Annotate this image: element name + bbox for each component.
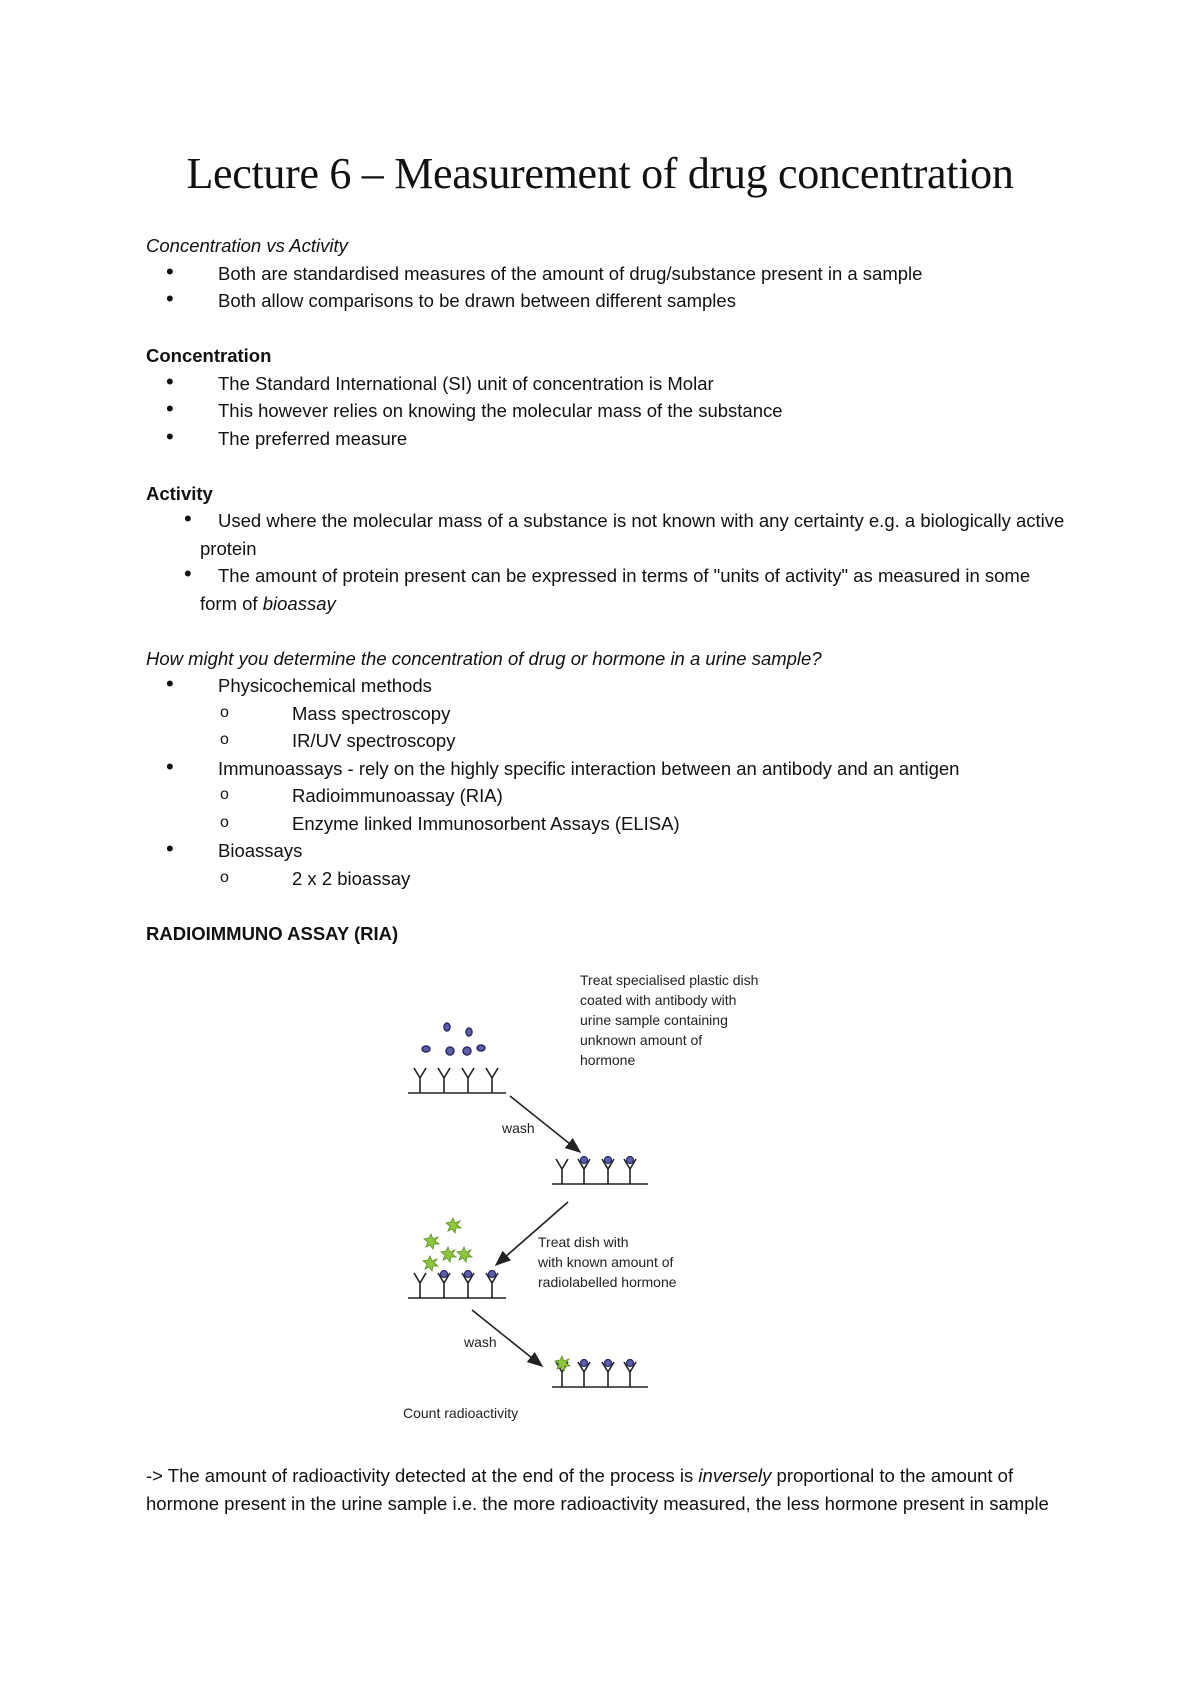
hormone-molecule (466, 1028, 472, 1036)
radiolabel-star (446, 1218, 461, 1233)
antibody (486, 1068, 498, 1093)
methods-question: How might you determine the concentration of drug or hormone in a urine sample? (146, 647, 822, 669)
concentration-heading: Concentration (146, 345, 272, 366)
antibody (556, 1159, 568, 1184)
hormone-molecule (422, 1046, 430, 1052)
list-item (146, 562, 1066, 617)
radiolabel-star (457, 1247, 472, 1262)
radiolabel-star (424, 1234, 439, 1249)
concentration-list (146, 370, 1066, 453)
hormone-molecule (465, 1271, 472, 1278)
ria-heading: RADIOIMMUNO ASSAY (RIA) (146, 922, 399, 944)
step2-label-line: radiolabelled hormone (538, 1274, 677, 1290)
ria-diagram (400, 960, 820, 1426)
sub-list-item: o Radioimmunoassay (RIA) (146, 782, 1066, 810)
list-item-text: The amount of protein present can be expressed in terms of "units of activity" as measured in some form of (200, 565, 1031, 614)
ria-conclusion (146, 1462, 1066, 1517)
list-item: • The preferred measure (146, 425, 1066, 453)
bioassay-term: bioassay (262, 592, 336, 614)
hormone-molecule (489, 1271, 496, 1278)
conclusion-emphasis: inversely (698, 1465, 772, 1486)
activity-heading: Activity (146, 482, 213, 504)
list-item: • Used where the molecular mass of a substance is not known with any certainty e.g. a biologically active protein (146, 507, 1066, 562)
hormone-molecule (627, 1360, 634, 1367)
count-radioactivity-label: Count radioactivity (403, 1405, 519, 1421)
antibody (414, 1273, 426, 1298)
conclusion-prefix: -> The amount of radioactivity detected at the end of the process is (146, 1465, 699, 1486)
lecture-notes (146, 232, 1066, 947)
hormone-molecule (605, 1360, 612, 1367)
list-item: • Both allow comparisons to be drawn between different samples (146, 287, 1066, 315)
antibody (438, 1068, 450, 1093)
sub-list-item: o Mass spectroscopy (146, 700, 1066, 728)
antibody (414, 1068, 426, 1093)
methods-list (146, 672, 1066, 892)
hormone-molecule (581, 1157, 588, 1164)
hormone-molecule (441, 1271, 448, 1278)
hormone-molecule (463, 1047, 471, 1055)
hormone-molecule (581, 1360, 588, 1367)
radiolabel-star (441, 1247, 456, 1262)
sub-list-item: o IR/UV spectroscopy (146, 727, 1066, 755)
sub-list-item: o Enzyme linked Immunosorbent Assays (ELISA) (146, 810, 1066, 838)
hormone-molecule (477, 1045, 485, 1051)
radiolabel-star (423, 1256, 438, 1271)
sub-list-item: o 2 x 2 bioassay (146, 865, 1066, 893)
concentration-vs-activity-list (146, 260, 1066, 315)
ria-diagram-svg (400, 960, 820, 1426)
free-hormone-molecules (422, 1023, 485, 1055)
concentration-vs-activity-heading: Concentration vs Activity (146, 235, 348, 256)
list-item: • Bioassays (146, 837, 1066, 865)
activity-list (146, 507, 1066, 617)
wash-label-1: wash (502, 1120, 535, 1136)
antibody (462, 1068, 474, 1093)
hormone-molecule (446, 1047, 454, 1055)
list-item: • The Standard International (SI) unit of concentration is Molar (146, 370, 1066, 398)
step2-label-line: Treat dish with (538, 1234, 629, 1250)
list-item: • Physicochemical methods (146, 672, 1066, 700)
list-item: • This however relies on knowing the molecular mass of the substance (146, 397, 1066, 425)
hormone-molecule (605, 1157, 612, 1164)
page-title: Lecture 6 – Measurement of drug concentration (186, 149, 1014, 198)
step2-label-line: with known amount of (538, 1254, 674, 1270)
list-item: • Immunoassays - rely on the highly specific interaction between an antibody and an antigen (146, 755, 1066, 783)
step1-label-line: coated with antibody with (580, 992, 737, 1008)
step1-label-line: urine sample containing (580, 1012, 728, 1028)
dish-2 (552, 1159, 648, 1184)
step1-label-line: unknown amount of (580, 1032, 703, 1048)
step1-label-line: Treat specialised plastic dish (580, 972, 759, 988)
dish-1 (408, 1068, 506, 1093)
radiolabelled-hormone (423, 1218, 472, 1271)
list-item: • Both are standardised measures of the amount of drug/substance present in a sample (146, 260, 1066, 288)
wash-label-2: wash (464, 1334, 497, 1350)
step1-label-line: hormone (580, 1052, 636, 1068)
hormone-molecule (627, 1157, 634, 1164)
conclusion-suffix: proportional to the amount of hormone present in the urine sample i.e. the more radioactivity measured, the less hormone present in sample (146, 1465, 1049, 1514)
hormone-molecule (444, 1023, 450, 1031)
